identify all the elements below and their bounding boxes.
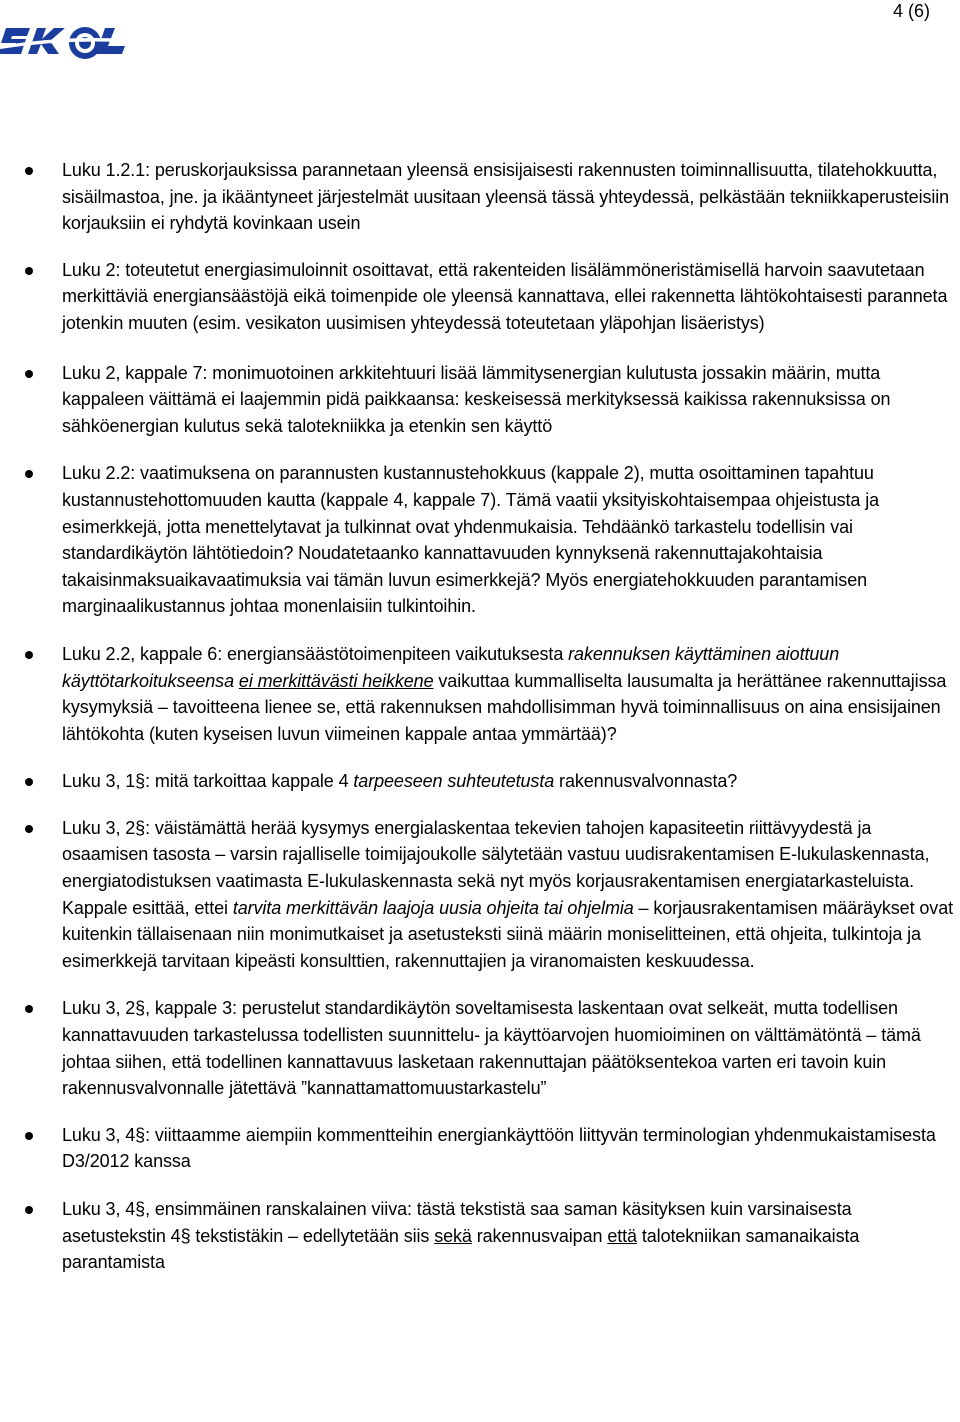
bullet-dot-icon [25,1005,33,1013]
bullet-dot-icon [25,1132,33,1140]
bullet-item [0,1122,960,1175]
bullet-dot-icon [25,778,33,786]
comment-bullet-list [0,157,960,1276]
bullet-item [0,995,960,1101]
bullet-text-segment: rakennusvaipan [471,1225,608,1246]
bullet-item [0,460,960,620]
bullet-dot-icon [25,267,33,275]
bullet-item [0,360,960,440]
bullet-dot-icon [25,1206,33,1214]
bullet-text-segment: rakennusvalvonnasta? [554,771,738,792]
bullet-item [0,157,960,237]
bullet-item [0,815,960,975]
bullet-text-segment: Luku 1.2.1: peruskorjauksissa parannetaan yleensä ensisijaisesti rakennusten toiminnallisuutta, tilatehokkuutta, sisäilmastoa, jne. ja ikääntyneet järjestelmät uusitaan yleensä tässä yhteydessä, pelkästään tekniikkaperusteisiin korjauksiin ei ryhdytä kovinkaan usein [62,160,950,234]
bullet-dot-icon [25,825,33,833]
bullet-dot-icon [25,651,33,659]
bullet-dot-icon [25,167,33,175]
bullet-text-segment: Luku 3, 4§, ensimmäinen ranskalainen viiva: tästä tekstistä saa saman käsityksen kuin varsinaisesta asetustekstin 4§ tekstistäkin – edellytetään siis [62,1199,852,1246]
page-number: 4 (6) [893,1,931,21]
bullet-text-segment: talotekniikan samanaikaista parantamista [62,1225,860,1273]
bullet-text-segment: ei merkittävästi heikkene [238,670,434,691]
bullet-text-segment: Luku 2.2, kappale 6: energiansäästötoimenpiteen vaikutuksesta [62,643,569,664]
skol-logo-graphic [0,16,140,70]
bullet-text-segment: sekä [434,1225,472,1246]
bullet-text-segment: Luku 3, 2§, kappale 3: perustelut standardikäytön soveltamisesta laskentaan ovat selkeät, mutta todellisen kannattavuuden tarkastelussa todellisten suunnittelu- ja käyttöarvojen huomioiminen on välttämätöntä – tämä johtaa siihen, että todellinen kannattavuus lasketaan rakennuttajan päätöksentekoa varten eri tavoin kuin rakennusvalvonnalle jätettävä ”kannattamattomuustarkastelu” [62,998,921,1099]
bullet-text-segment: vaikuttaa kummalliselta lausumalta ja herättänee rakennuttajissa kysymyksiä – tavoitteena lienee se, että rakennuksen mahdollisimman hyvä toiminnallisuus on aina ensisijainen lähtökohta (kuten kyseisen luvun viimeinen kappale antaa ymmärtää)? [62,670,947,744]
bullet-text-segment: tarvita merkittävän laajoja uusia ohjeita tai ohjelmia [232,897,634,918]
bullet-text-segment: Luku 2, kappale 7: monimuotoinen arkkitehtuuri lisää lämmitysenergian kulutusta jossakin määrin, mutta kappaleen väittämä ei laajemmin pidä paikkaansa: keskeisessä merkityksessä kaikissa rakennuksissa on sähköenergian kulutus sekä talotekniikka ja etenkin sen käyttö [62,362,891,436]
bullet-text-segment: – korjausrakentamisen määräykset ovat kuitenkin tällaisenaan niin monimutkaiset ja asetusteksti siinä määrin moniselitteinen, että ohjeita, tulkintoja ja esimerkkejä tarvitaan kipeästi konsulttien, rakennuttajien ja viranomaisten keskuudessa. [62,897,954,971]
bullet-text-segment: Luku 3, 2§: väistämättä herää kysymys energialaskentaa tekevien tahojen kapasiteetin riittävyydestä ja osaamisen tasosta – varsin rajalliselle toimijajoukolle sälytetään vastuu uudisrakentamisen E-lukulaskennasta, energiatodistuksen vaatimasta E-lukulaskennasta sekä nyt myös korjausrakentamisen energiatarkasteluista. Kappale esittää, ettei [62,817,930,918]
bullet-text-segment: rakennuksen käyttäminen aiottuun käyttötarkoitukseensa [62,643,840,691]
bullet-item [0,1196,960,1276]
bullet-dot-icon [25,470,33,478]
bullet-item [0,768,960,795]
bullet-text-segment: että [607,1225,637,1246]
bullet-text-segment: Luku 2.2: vaatimuksena on parannusten kustannustehokkuus (kappale 2), mutta osoittaminen tapahtuu kustannustehottomuuden kautta (kappale 4, kappale 7). Tämä vaatii yksityiskohtaisempaa ohjeistusta ja esimerkkejä, jotta menettelytavat ja tulkinnat ovat yhdenmukaisia. Tehdäänkö tarkastelu todellisin vai standardikäytön lähtötiedoin? Noudatetaanko kannattavuuden kynnyksenä rakennuttajakohtaisia takaisinmaksuaikavaatimuksia vai tämän luvun esimerkkejä? Myös energiatehokkuuden parantamisen marginaalikustannus johtaa monenlaisiin tulkintoihin. [62,463,880,617]
bullet-item [0,257,960,337]
skol-logo [0,16,140,70]
bullet-text-segment: Luku 3, 4§: viittaamme aiempiin kommentteihin energiankäyttöön liittyvän terminologian yhdenmukaistamisesta D3/2012 kanssa [62,1124,936,1172]
bullet-text-segment: tarpeeseen suhteutetusta [353,771,555,792]
bullet-text-segment: Luku 2: toteutetut energiasimuloinnit osoittavat, että rakenteiden lisälämmöneristämisellä harvoin saavutetaan merkittäviä energiansäästöjä eikä toimenpide ole yleensä kannattava, ellei rakennetta lähtökohtaisesti paranneta jotenkin muuten (esim. vesikaton uusimisen yhteydessä toteutetaan yläpohjan lisäeristys) [62,259,948,333]
comment-list-section [0,157,960,1276]
bullet-dot-icon [25,370,33,378]
bullet-item [0,641,960,747]
bullet-text-segment: Luku 3, 1§: mitä tarkoittaa kappale 4 [62,771,354,792]
